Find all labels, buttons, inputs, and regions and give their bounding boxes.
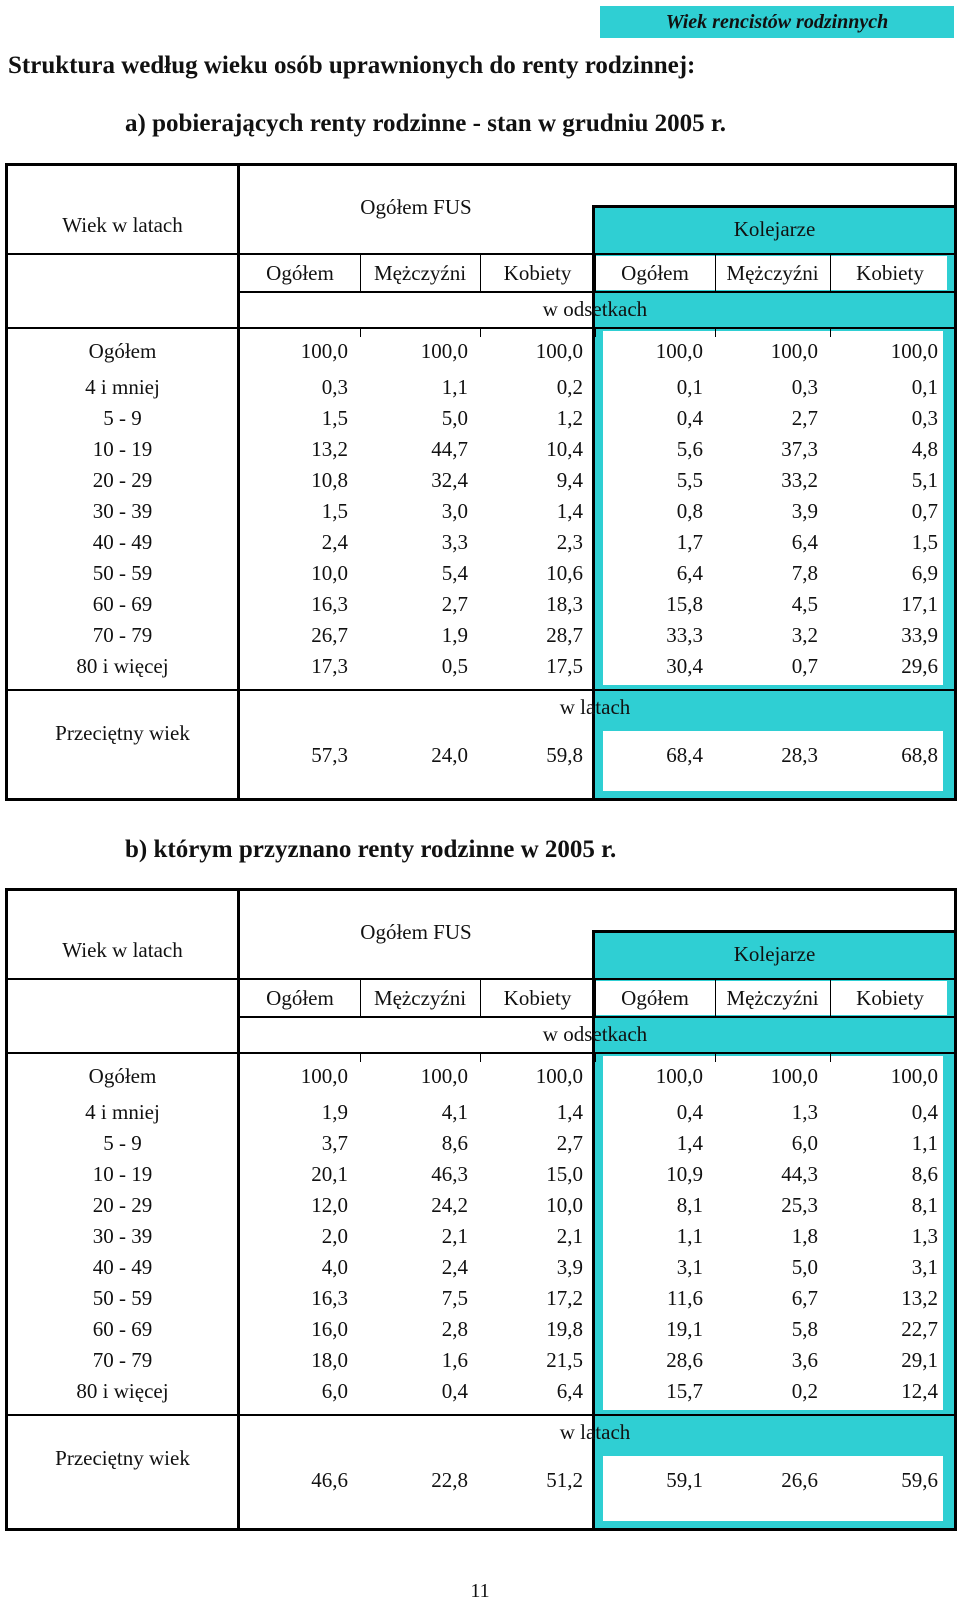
column-header: Ogółem <box>621 986 689 1010</box>
table-cell: 1,9 <box>321 1100 348 1124</box>
table-cell: 1,4 <box>676 1131 703 1155</box>
table-cell: 10,4 <box>546 437 583 461</box>
table-cell: 5,5 <box>676 468 703 492</box>
header-line-1 <box>5 253 957 255</box>
tick-1 <box>360 327 361 337</box>
row-label: Ogółem <box>88 339 157 363</box>
table-b-subtitle: b) którym przyznano renty rodzinne w 2005 r. <box>125 836 617 863</box>
table-cell: 100,0 <box>890 339 938 363</box>
table-cell: 15,0 <box>546 1162 583 1186</box>
table-a-subtitle: a) pobierających renty rodzinne - stan w grudniu 2005 r. <box>125 110 726 137</box>
row-label: 5 - 9 <box>103 406 142 430</box>
table-cell: 6,4 <box>676 561 703 585</box>
column-header: Mężczyźni <box>726 986 819 1010</box>
tick-4 <box>715 327 716 337</box>
avg-cell: 26,6 <box>781 1468 818 1492</box>
table-cell: 29,1 <box>901 1348 938 1372</box>
table-cell: 25,3 <box>781 1193 818 1217</box>
row-label: 30 - 39 <box>92 1224 153 1248</box>
table-cell: 3,6 <box>791 1348 818 1372</box>
avg-cell: 24,0 <box>431 743 468 767</box>
avg-cell: 59,8 <box>546 743 583 767</box>
table-cell: 7,8 <box>791 561 818 585</box>
table-cell: 6,4 <box>556 1379 583 1403</box>
table-cell: 6,7 <box>791 1286 818 1310</box>
table-cell: 3,2 <box>791 623 818 647</box>
header-line-3 <box>5 327 957 329</box>
table-cell: 11,6 <box>667 1286 703 1310</box>
table-cell: 1,4 <box>556 1100 583 1124</box>
table-cell: 1,6 <box>441 1348 468 1372</box>
tick-3 <box>595 1052 596 1062</box>
avg-cell: 59,1 <box>666 1468 703 1492</box>
border-bottom <box>5 1528 957 1531</box>
table-cell: 10,6 <box>546 561 583 585</box>
avg-cell: 46,6 <box>311 1468 348 1492</box>
table-cell: 100,0 <box>420 339 468 363</box>
table-cell: 46,3 <box>431 1162 468 1186</box>
table-cell: 8,1 <box>676 1193 703 1217</box>
table-cell: 1,5 <box>321 406 348 430</box>
table-cell: 1,1 <box>676 1224 703 1248</box>
table-cell: 0,1 <box>911 375 938 399</box>
table-cell: 18,3 <box>546 592 583 616</box>
table-cell: 19,8 <box>546 1317 583 1341</box>
table-cell: 3,1 <box>911 1255 938 1279</box>
table-cell: 17,5 <box>546 654 583 678</box>
table-cell: 2,7 <box>791 406 818 430</box>
table-cell: 17,1 <box>901 592 938 616</box>
table-cell: 1,1 <box>441 375 468 399</box>
row-label: 60 - 69 <box>92 592 153 616</box>
row-label: 4 i mniej <box>85 1100 160 1124</box>
table-cell: 13,2 <box>901 1286 938 1310</box>
avg-cell: 57,3 <box>311 743 348 767</box>
column-header: Mężczyźni <box>373 261 467 285</box>
table-cell: 4,8 <box>911 437 938 461</box>
unit-percent: w odsetkach <box>542 297 648 321</box>
table-cell: 100,0 <box>300 1064 348 1088</box>
border-top <box>5 888 957 891</box>
table-cell: 3,9 <box>556 1255 583 1279</box>
table-cell: 0,3 <box>321 375 348 399</box>
table-cell: 100,0 <box>890 1064 938 1088</box>
table-cell: 10,0 <box>546 1193 583 1217</box>
tick-2 <box>480 327 481 337</box>
table-cell: 3,0 <box>441 499 468 523</box>
avg-separator <box>5 1414 957 1416</box>
table-cell: 8,6 <box>441 1131 468 1155</box>
header-line-3 <box>5 1052 957 1054</box>
kolejarze-top <box>592 205 957 208</box>
table-cell: 4,5 <box>791 592 818 616</box>
table-cell: 32,4 <box>431 468 468 492</box>
group-header-kolejarze: Kolejarze <box>733 942 816 966</box>
table-cell: 18,0 <box>311 1348 348 1372</box>
column-header: Kobiety <box>856 986 924 1010</box>
table-cell: 0,8 <box>676 499 703 523</box>
row-label-header: Wiek w latach <box>62 938 183 962</box>
table-cell: 12,0 <box>311 1193 348 1217</box>
table-cell: 4,1 <box>441 1100 468 1124</box>
table-cell: 2,7 <box>556 1131 583 1155</box>
table-cell: 33,2 <box>781 468 818 492</box>
table-cell: 16,3 <box>311 1286 348 1310</box>
table-cell: 5,1 <box>911 468 938 492</box>
unit-years: w latach <box>559 695 631 719</box>
group-header-kolejarze: Kolejarze <box>733 217 816 241</box>
table-cell: 37,3 <box>781 437 818 461</box>
table-cell: 13,2 <box>311 437 348 461</box>
table-cell: 6,0 <box>321 1379 348 1403</box>
table-cell: 28,6 <box>666 1348 703 1372</box>
page-title: Struktura według wieku osób uprawnionych do renty rodzinnej: <box>8 52 696 79</box>
table-cell: 1,3 <box>791 1100 818 1124</box>
table-cell: 0,4 <box>911 1100 938 1124</box>
row-label: 80 i więcej <box>76 1379 169 1403</box>
table-cell: 15,8 <box>666 592 703 616</box>
table-cell: 0,5 <box>441 654 468 678</box>
table-cell: 17,3 <box>311 654 348 678</box>
column-header: Kobiety <box>503 261 572 285</box>
table-cell: 30,4 <box>666 654 703 678</box>
tick-3 <box>595 327 596 337</box>
border-top <box>5 163 957 166</box>
table-cell: 29,6 <box>901 654 938 678</box>
row-label: 40 - 49 <box>92 530 153 554</box>
table-cell: 15,7 <box>666 1379 703 1403</box>
table-cell: 6,4 <box>791 530 818 554</box>
table-cell: 0,1 <box>676 375 703 399</box>
avg-label: Przeciętny wiek <box>55 1446 190 1470</box>
column-header: Mężczyźni <box>373 986 467 1010</box>
table-cell: 22,7 <box>901 1317 938 1341</box>
tick-1 <box>360 1052 361 1062</box>
table-cell: 44,3 <box>781 1162 818 1186</box>
table-cell: 16,0 <box>311 1317 348 1341</box>
tick-4 <box>715 1052 716 1062</box>
row-label: 30 - 39 <box>92 499 153 523</box>
table-cell: 7,5 <box>441 1286 468 1310</box>
table-cell: 10,9 <box>666 1162 703 1186</box>
table-cell: 33,3 <box>666 623 703 647</box>
table-cell: 19,1 <box>666 1317 703 1341</box>
table-cell: 2,7 <box>441 592 468 616</box>
table-cell: 100,0 <box>535 339 583 363</box>
table-cell: 2,0 <box>321 1224 348 1248</box>
table-cell: 0,4 <box>676 406 703 430</box>
table-cell: 44,7 <box>431 437 468 461</box>
table-cell: 26,7 <box>311 623 348 647</box>
section-badge: Wiek rencistów rodzinnych <box>600 6 954 38</box>
table-cell: 3,7 <box>321 1131 348 1155</box>
avg-cell: 68,8 <box>901 743 938 767</box>
table-cell: 20,1 <box>311 1162 348 1186</box>
tick-2 <box>480 1052 481 1062</box>
table-cell: 2,1 <box>441 1224 468 1248</box>
table-cell: 1,3 <box>911 1224 938 1248</box>
column-header: Ogółem <box>621 261 689 285</box>
row-label-header: Wiek w latach <box>62 213 183 237</box>
row-label: 70 - 79 <box>92 623 153 647</box>
table-cell: 100,0 <box>300 339 348 363</box>
avg-cell: 59,6 <box>901 1468 938 1492</box>
table-cell: 100,0 <box>420 1064 468 1088</box>
column-header: Mężczyźni <box>726 261 819 285</box>
row-label: 60 - 69 <box>92 1317 153 1341</box>
table-cell: 0,2 <box>791 1379 818 1403</box>
border-right <box>954 163 957 801</box>
table-cell: 24,2 <box>431 1193 468 1217</box>
table-cell: 5,4 <box>441 561 468 585</box>
table-cell: 17,2 <box>546 1286 583 1310</box>
avg-cell: 22,8 <box>431 1468 468 1492</box>
row-label: 4 i mniej <box>85 375 160 399</box>
table-cell: 10,0 <box>311 561 348 585</box>
table-cell: 0,4 <box>676 1100 703 1124</box>
table-cell: 33,9 <box>901 623 938 647</box>
avg-separator <box>5 689 957 691</box>
row-label: 40 - 49 <box>92 1255 153 1279</box>
table-cell: 100,0 <box>655 339 703 363</box>
table-grid <box>5 888 957 1531</box>
table-cell: 10,8 <box>311 468 348 492</box>
table-cell: 5,8 <box>791 1317 818 1341</box>
row-label: 10 - 19 <box>92 1162 153 1186</box>
table-cell: 0,4 <box>441 1379 468 1403</box>
table-cell: 6,0 <box>791 1131 818 1155</box>
table-cell: 3,1 <box>676 1255 703 1279</box>
table-cell: 4,0 <box>321 1255 348 1279</box>
header-line-2 <box>237 1016 957 1018</box>
row-label: Ogółem <box>88 1064 157 1088</box>
column-header: Kobiety <box>503 986 572 1010</box>
row-label: 5 - 9 <box>103 1131 142 1155</box>
header-line-1 <box>5 978 957 980</box>
table-cell: 5,6 <box>676 437 703 461</box>
row-label: 20 - 29 <box>92 1193 153 1217</box>
table-cell: 2,8 <box>441 1317 468 1341</box>
table-cell: 100,0 <box>535 1064 583 1088</box>
column-header: Kobiety <box>856 261 924 285</box>
page-number: 11 <box>470 1580 490 1600</box>
border-bottom <box>5 798 957 801</box>
kolejarze-top <box>592 930 957 933</box>
table-cell: 0,3 <box>911 406 938 430</box>
table-cell: 9,4 <box>556 468 583 492</box>
table-cell: 6,9 <box>911 561 938 585</box>
table-cell: 2,4 <box>441 1255 468 1279</box>
table-cell: 0,3 <box>791 375 818 399</box>
avg-cell: 51,2 <box>546 1468 583 1492</box>
table-cell: 3,9 <box>791 499 818 523</box>
table-cell: 16,3 <box>311 592 348 616</box>
column-header: Ogółem <box>266 986 334 1010</box>
table-cell: 8,6 <box>911 1162 938 1186</box>
row-label: 50 - 59 <box>92 1286 153 1310</box>
header-line-2 <box>237 291 957 293</box>
unit-years: w latach <box>559 1420 631 1444</box>
table-cell: 2,4 <box>321 530 348 554</box>
table-cell: 1,1 <box>911 1131 938 1155</box>
table-b <box>5 888 957 1531</box>
table-cell: 21,5 <box>546 1348 583 1372</box>
avg-label: Przeciętny wiek <box>55 721 190 745</box>
row-label: 20 - 29 <box>92 468 153 492</box>
tick-5 <box>830 327 831 337</box>
table-cell: 5,0 <box>791 1255 818 1279</box>
table-cell: 1,7 <box>676 530 703 554</box>
row-label: 80 i więcej <box>76 654 169 678</box>
tick-5 <box>830 1052 831 1062</box>
table-cell: 2,3 <box>556 530 583 554</box>
table-cell: 1,2 <box>556 406 583 430</box>
table-cell: 1,8 <box>791 1224 818 1248</box>
table-cell: 0,2 <box>556 375 583 399</box>
table-cell: 0,7 <box>791 654 818 678</box>
table-cell: 2,1 <box>556 1224 583 1248</box>
table-cell: 0,7 <box>911 499 938 523</box>
table-cell: 1,4 <box>556 499 583 523</box>
row-label: 10 - 19 <box>92 437 153 461</box>
table-cell: 12,4 <box>901 1379 938 1403</box>
avg-cell: 68,4 <box>666 743 703 767</box>
column-header: Ogółem <box>266 261 334 285</box>
table-a <box>5 163 957 801</box>
group-header-fus: Ogółem FUS <box>360 195 472 219</box>
table-cell: 8,1 <box>911 1193 938 1217</box>
table-cell: 100,0 <box>770 339 818 363</box>
avg-cell: 28,3 <box>781 743 818 767</box>
table-cell: 5,0 <box>441 406 468 430</box>
row-label: 50 - 59 <box>92 561 153 585</box>
table-cell: 28,7 <box>546 623 583 647</box>
unit-percent: w odsetkach <box>542 1022 648 1046</box>
group-header-fus: Ogółem FUS <box>360 920 472 944</box>
table-cell: 100,0 <box>770 1064 818 1088</box>
table-grid <box>5 163 957 801</box>
table-cell: 1,5 <box>911 530 938 554</box>
row-label: 70 - 79 <box>92 1348 153 1372</box>
table-cell: 1,5 <box>321 499 348 523</box>
table-cell: 100,0 <box>655 1064 703 1088</box>
border-right <box>954 888 957 1531</box>
table-cell: 1,9 <box>441 623 468 647</box>
table-cell: 3,3 <box>441 530 468 554</box>
